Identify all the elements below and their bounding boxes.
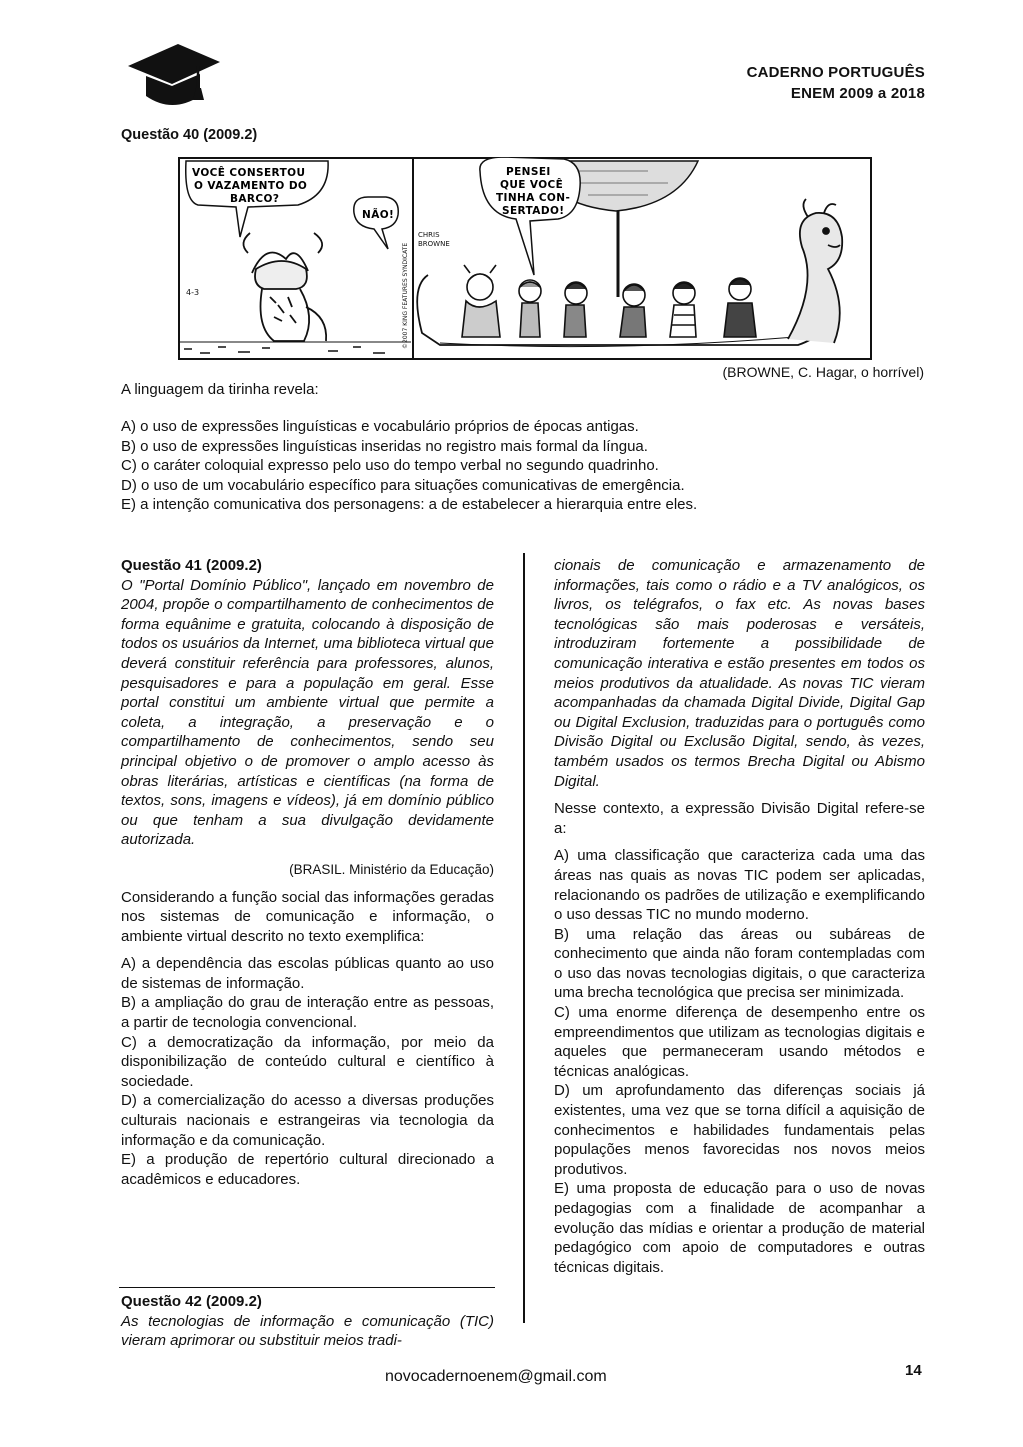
column-divider [523,553,525,1323]
bubble1-line3: BARCO? [230,193,280,205]
bubble3-line1: PENSEI [506,166,551,178]
q42-option-a: A) uma classificação que caracteriza cada uma das áreas nas quais as novas TIC podem ser aplicadas, relacionando os padrões de utilização e exemplificando o uso dessas TIC no mundo moderno. [554,847,925,924]
svg-text:CHRIS: CHRIS [418,231,440,239]
q41-option-d: D) a comercialização do acesso a diversas produções culturais nacionais e estrangeiras via tecnologia da informação e da comunicação. [121,1092,494,1149]
svg-text:BROWNE: BROWNE [418,240,450,248]
bubble3-line3: TINHA CON- [496,192,571,204]
q41-title: Questão 41 (2009.2) [121,557,262,574]
q41-prompt: Considerando a função social das informações geradas nos sistemas de comunicação e informação, o ambiente virtual descrito no texto exemplifica: [121,888,494,945]
q42-option-b: B) uma relação das áreas ou subáreas de conhecimento que ainda não foram contempladas com o uso das novas tecnologias digitais, o que caracteriza uma brecha tecnológica que precisa ser minimizada. [554,925,925,1002]
graduation-cap-icon [126,40,222,110]
header-title: CADERNO PORTUGUÊS [746,64,925,81]
q42-separator [119,1287,495,1288]
bubble3-line2: QUE VOCÊ [500,179,564,191]
q42-start [121,1292,494,1351]
q41-source: (BRASIL. Ministério da Educação) [289,861,494,877]
page-number: 14 [905,1362,922,1379]
q41-option-a: A) a dependência das escolas públicas quanto ao uso de sistemas de informação. [121,955,494,992]
bubble1-line2: O VAZAMENTO DO [194,180,308,192]
svg-text:©2007 KING FEATURES SYNDICATE: ©2007 KING FEATURES SYNDICATE [402,242,409,349]
q40-option-d: D) o uso de um vocabulário específico para situações comunicativas de emergência. [121,476,685,494]
q40-prompt: A linguagem da tirinha revela: [121,381,319,398]
q40-option-e: E) a intenção comunicativa dos personagens: a de estabelecer a hierarquia entre eles. [121,496,698,514]
right-column [554,556,925,1277]
left-column [121,556,494,1189]
document-header [747,62,925,104]
header-subtitle: ENEM 2009 a 2018 [790,85,925,102]
q42-option-e: E) uma proposta de educação para o uso de novas pedagogias com a finalidade de acompanhar a evolução das mídias e orientar a produção de material pedagógico com apoio de computadores e outras técnicas digitais. [554,1180,925,1276]
q41-option-b: B) a ampliação do grau de interação entre as pessoas, a partir de tecnologia convencional. [121,994,494,1032]
q42-title: Questão 42 (2009.2) [121,1293,262,1310]
q41-text: O "Portal Domínio Público", lançado em novembro de 2004, propõe o compartilhamento de conhecimentos de forma equânime e gratuita, colocando à disposição de todos os usuários da Internet, uma biblioteca virtual que deverá constituir referência para professores, alunos, pesquisadores e para a população em geral. Esse portal constitui um ambiente virtual que permite a coleta, a integração, a preservação e o compartilhamento de conhecimentos, sendo seu principal objetivo o de promover o amplo acesso às obras literárias, artísticas e científicas (na forma de textos, sons, imagens e vídeos), já em domínio público ou que tenham a sua divulgação devidamente autorizada. [121,576,494,849]
q42-prompt: Nesse contexto, a expressão Divisão Digital refere-se a: [554,800,925,837]
comic-credit: (BROWNE, C. Hagar, o horrível) [722,364,924,380]
crew-figures [462,265,756,337]
footer-email: novocadernoenem@gmail.com [385,1368,607,1385]
q42-option-c: C) uma enorme diferença de desempenho entre os empreendimentos que utilizam as tecnologias digitais e aqueles que permaneceram usando métodos e técnicas analógicas. [554,1004,925,1080]
bubble2-text: NÃO! [362,209,395,221]
hagar-figure [243,233,326,341]
bubble3-line4: SERTADO! [502,205,565,217]
q41-option-e: E) a produção de repertório cultural direcionado a acadêmicos e educadores. [121,1151,494,1188]
q40-option-c: C) o caráter coloquial expresso pelo uso do tempo verbal no segundo quadrinho. [121,457,659,475]
q42-option-d: D) um aprofundamento das diferenças sociais já existentes, uma vez que se torna difícil a aquisição de conhecimentos e habilidades fundamentais pelas populações menos favorecidas nos novos meios produtivos. [554,1082,925,1178]
bubble1-line1: VOCÊ CONSERTOU [192,167,306,179]
q40-option-b: B) o uso de expressões linguísticas inseridas no registro mais formal da língua. [121,437,648,455]
speech-bubble-2 [354,197,398,249]
q40-title: Questão 40 (2009.2) [121,127,258,143]
q41-options [121,954,494,1189]
q42-text-continued: cionais de comunicação e armazenamento de informações, tais como o rádio e a TV analógicos, os livros, os telégrafos, o fax etc. As novas bases tecnológicas são mais poderosas e versáteis, introduziram fortemente a possibilidade de comunicação interativa e estão presentes em todos os meios produtivos da atualidade. As novas TIC vieram acompanhadas da chamada Digital Divide, Digital Gap ou Digital Exclusion, traduzidas para o português como Divisão Digital ou Exclusão Digital, sendo, às vezes, também usados os termos Brecha Digital ou Abismo Digital. [554,557,925,790]
svg-text:4-3: 4-3 [186,288,200,297]
q40-options [121,417,921,515]
q40-option-a: A) o uso de expressões linguísticas e vocabulário próprios de épocas antigas. [121,418,639,435]
q42-text-start: As tecnologias de informação e comunicação (TIC) vieram aprimorar ou substituir meios tradi- [121,1312,494,1350]
q42-options [554,846,925,1277]
q41-option-c: C) a democratização da informação, por meio da disponibilização de conteúdo cultural e científico à sociedade. [121,1033,494,1090]
comic-strip [178,157,872,362]
